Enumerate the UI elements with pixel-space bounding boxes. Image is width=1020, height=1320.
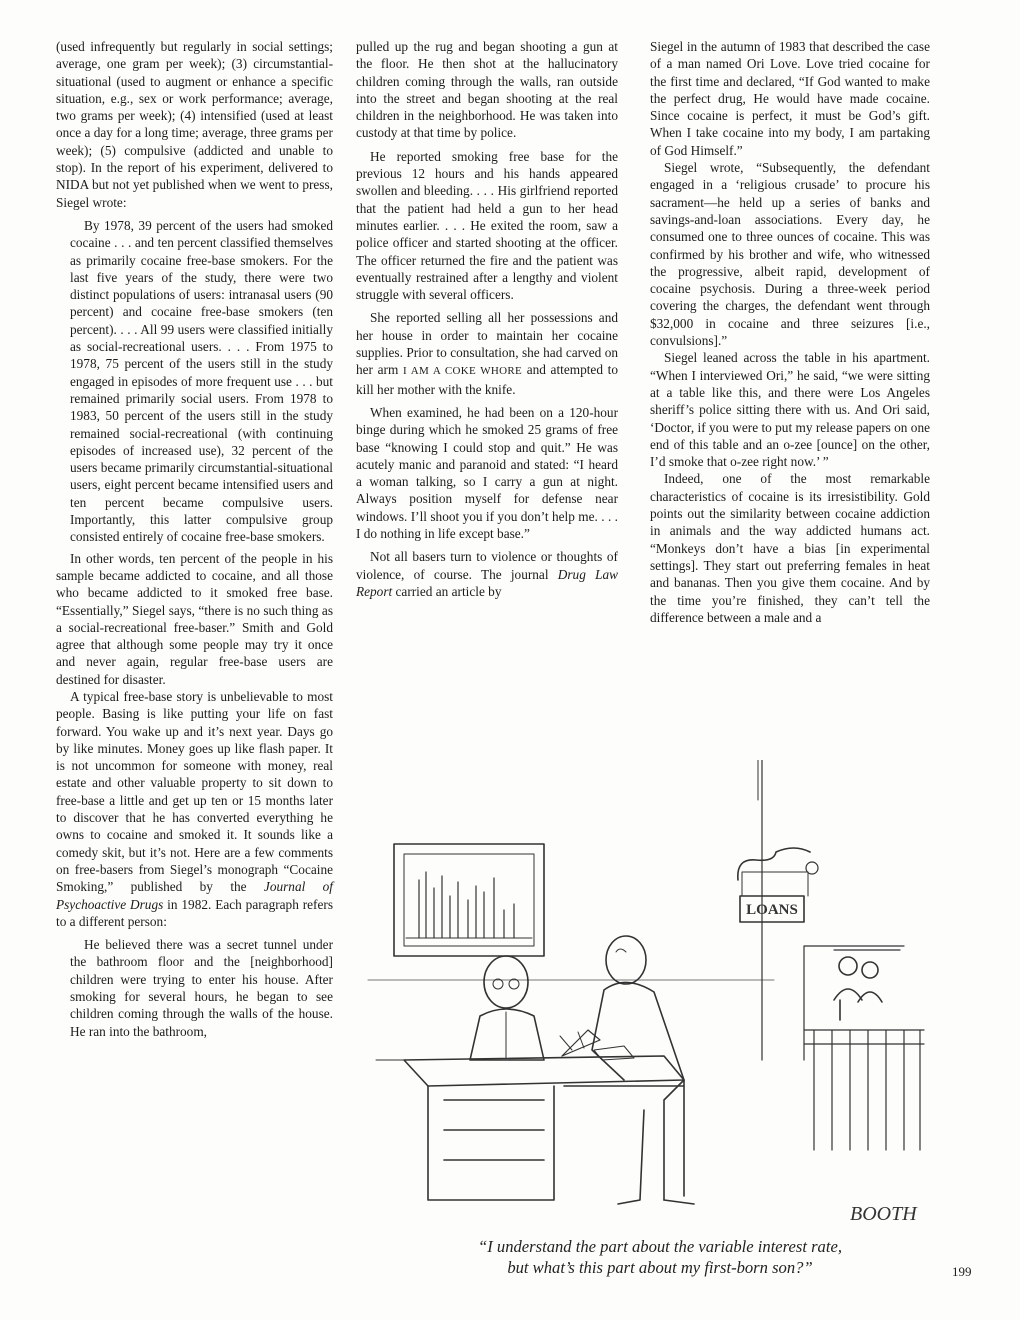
paragraph: In other words, ten percent of the people in his sample became addicted to cocaine, and all those who became addicted to it smoked free base. “Essentially,” Siegel says, “there is no such thing as a social-recreational free-baser.” Smith and Gold agree that although some people may try it once and never again, regular free-base users are destined for disaster. (56, 550, 333, 687)
journal-title: Journal of Psychoactive Drugs (56, 879, 333, 912)
text-column-2 (356, 38, 618, 600)
paragraph: Siegel leaned across the table in his apartment. “When I interviewed Ori,” he said, “we were sitting at a table like this, and there were Los Angeles sheriff’s police sitting there with us. And Ori said, ‘Doctor, if you were to put my release papers on one end of this table and an o-zee [ounce] on the other, I’d smoke that o-zee right now.’ ” (650, 350, 930, 470)
quote-paragraph: He reported smoking free base for the previous 12 hours and his hands appeared swollen and bleeding. . . . His girlfriend reported that the patient had held a gun to her head minutes earlier. . . . He exited the room, saw a police officer and started shooting at the officer. The officer returned the fire and the patient was eventually restrained after a lengthy and violent struggle with several officers. (356, 148, 618, 303)
teller-figure (834, 957, 882, 1020)
loans-sign-text: LOANS (746, 902, 798, 918)
paragraph: Siegel wrote, “Subsequently, the defendant engaged in a ‘religious crusade’ to procure his sacrament—he held up a series of banks and savings-and-loan associations. Every day, he consumed one to three ounces of cocaine. This was confirmed by his brother and wife, who witnessed the progressive, albeit rapid, development of cocaine psychosis. During a three-week period covering the charges, the defendant went through $32,000 in cocaine and three seizures [i.e., convulsions].” (650, 160, 930, 349)
carved-text: I AM A COKE WHORE (402, 365, 523, 378)
journal-title: Drug Law Report (356, 566, 619, 599)
artist-signature: BOOTH (850, 1203, 917, 1225)
customer-figure (562, 936, 694, 1204)
cartoon-caption (380, 1236, 940, 1278)
paragraph: Siegel in the autumn of 1983 that described the case of a man named Ori Love. Love tried cocaine for the first time and declared, “If God wanted to make the perfect drug, He would have made cocaine. Since cocaine is perfect, it must be God’s gift. When I take cocaine into my body, I am partaking of God Himself.” (650, 39, 930, 158)
paragraph: Not all basers turn to violence or thoughts of violence, of course. The journal Drug Law Report carried an article by (356, 549, 619, 599)
page-number: 199 (952, 1264, 972, 1279)
block-quote (70, 217, 333, 546)
desk (376, 1056, 684, 1200)
quote-paragraph: When examined, he had been on a 120-hour binge during which he smoked 25 grams of free base “knowing I could stop and quit.” He was acutely manic and paranoid and stated: “I heard a woman talking, so I carry a gun at night. Always position myself for defense near windows. I’ll shoot you if you don’t help me. . . . I do nothing in life except base.” (356, 404, 618, 542)
quote-paragraph: By 1978, 39 percent of the users had smoked cocaine . . . and ten percent classified themselves as primarily cocaine free-base smokers. For the last five years of the study, there were two distinct populations of users: intranasal users (90 percent) and cocaine free-base smokers (ten percent). . . . All 99 users were classified initially as social-recreational users. . . . From 1975 to 1978, 75 percent of the users still in the study engaged in episodes of more frequent use . . . but remained primarily social users. From 1978 to 1983, 50 percent of the users still in the study remained social-recreational (with continuing episodes of increased use), 32 percent of the users became primarily circumstantial-situational users, eight percent became intensified users and ten percent became compulsive users. Importantly, this latter compulsive group consisted entirely of cocaine free-base smokers. (70, 217, 333, 545)
paragraph: A typical free-base story is unbelievable to most people. Basing is like putting your life on fast forward. You wake up and it’s next year. Days go by like minutes. Money goes up like flash paper. It is not uncommon for someone with money, real estate and other valuable property to sit down to free-base a little and get up ten or 15 months later to discover that he has converted everything he owns to cocaine and smoked it. It sounds like a comedy skit, but it’s not. Here are a few comments on free-basers from Siegel’s monograph “Cocaine Smoking,” published by the Journal of Psychoactive Drugs in 1982. Each paragraph refers to a different person: (56, 688, 333, 929)
caption-line: “I understand the part about the variable interest rate, (478, 1237, 842, 1256)
quote-paragraph: She reported selling all her possessions and her house in order to maintain her cocaine supplies. Prior to consultation, she had carved on her arm I AM A COKE WHORE and attempted to kill her mother with the knife. (356, 310, 618, 397)
banker-figure (470, 956, 544, 1060)
caption-line: but what’s this part about my first-born son?” (507, 1258, 813, 1277)
paragraph: (used infrequently but regularly in social settings; average, one gram per week); (3) circumstantial-situational (used to augment or enhance a specific situation, e.g., sex or work performance; average, two grams per week); (4) intensified (used at least once a day for a long time; average, three grams per week); (5) compulsive (addicted and unable to stop). In the report of his experiment, delivered to NIDA but not yet published when we went to press, Siegel wrote: (56, 39, 333, 210)
quote-paragraph: He believed there was a secret tunnel under the bathroom floor and the [neighborhood] children were trying to enter his house. After smoking for several hours, he began to see children coming through the walls of the house. He ran into the bathroom, (70, 937, 333, 1039)
text-column-1 (56, 38, 333, 1044)
quote-paragraph: pulled up the rug and began shooting a gun at the floor. He then shot at the hallucinatory children coming through the walls, ran outside into the street and began shooting at the real children in the neighborhood. He was taken into custody at that time by police. (356, 39, 618, 141)
paragraph: Indeed, one of the most remarkable characteristics of cocaine is its irresistibility. Gold points out the similarity between cocaine addiction in animals and the way addicted humans act. “Monkeys don’t have a bias [in experimental settings]. They start out preferring females in heat and bananas. Then you give them cocaine. And by the time you’re finished, they can’t tell the difference between a male and a (650, 471, 930, 625)
text-column-3 (650, 38, 930, 626)
cartoon-illustration (364, 760, 948, 1232)
framed-picture (394, 844, 544, 956)
block-quote (70, 936, 333, 1040)
